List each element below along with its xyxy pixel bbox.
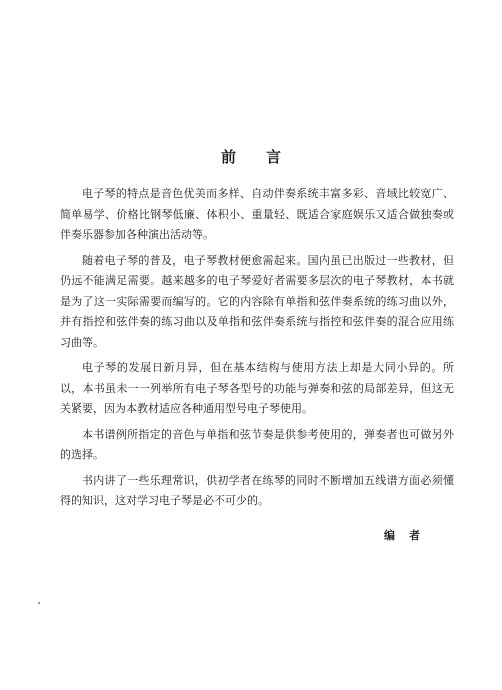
- author-signature: 编者: [384, 529, 434, 542]
- paragraph-5: 书内讲了一些乐理常识，供初学者在练琴的同时不断增加五线谱方面必须懂得的知识，这对学习电子琴是必不可少的。: [60, 473, 454, 507]
- paragraph-2: 随着电子琴的普及，电子琴教材便愈需起来。国内虽已出版过一些教材，但仍远不能满足需要。越来越多的电子琴爱好者需要多层次的电子琴教材，本书就是为了这一实际需要而编写的。它的内容除有单指和弦伴奏系统的练习曲以外，并有指控和弦伴奏的练习曲以及单指和弦伴奏系统与指控和弦伴奏的混合应用练习曲等。: [60, 253, 454, 349]
- preface-body: [60, 184, 454, 517]
- page-title: 前言: [220, 148, 311, 166]
- paragraph-3: 电子琴的发展日新月异，但在基本结构与使用方法上却是大同小异的。所以，本书虽未一一列举所有电子琴各型号的功能与弹奏和弦的局部差异，但这无关紧要，因为本教材适应各种通用型号电子琴使用。: [60, 361, 454, 415]
- scan-speck: [38, 602, 40, 604]
- paragraph-4: 本书谱例所指定的音色与单指和弦节奏是供参考使用的，弹奏者也可做另外的选择。: [60, 427, 454, 461]
- paragraph-1: 电子琴的特点是音色优美而多样、自动伴奏系统丰富多彩、音域比较宽广、简单易学、价格比钢琴低廉、体积小、重量轻、既适合家庭娱乐又适合做独奏或伴奏乐器参加各种演出活动等。: [60, 187, 454, 241]
